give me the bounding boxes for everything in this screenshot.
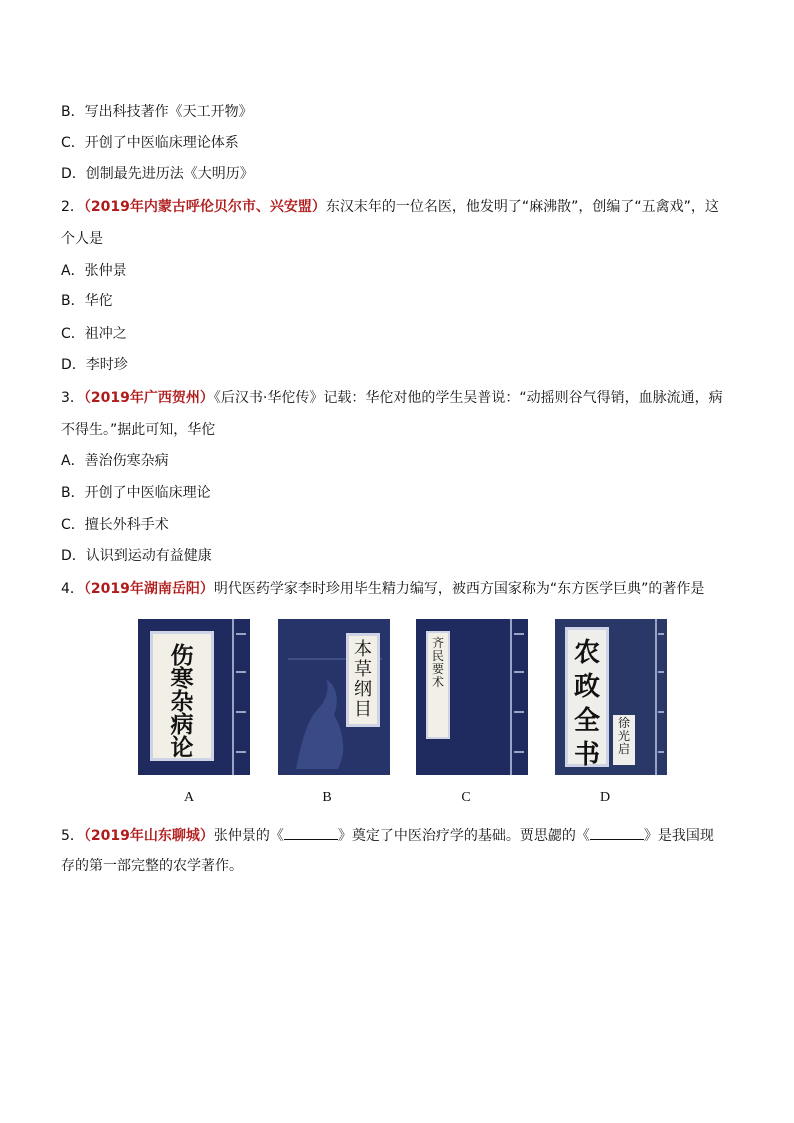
book-author-text-d: 徐光启 bbox=[617, 716, 630, 756]
q1-option-d: D．创制最先进历法《大明历》 bbox=[61, 166, 254, 182]
q1-option-c: C．开创了中医临床理论体系 bbox=[61, 135, 239, 151]
book-caption-d: D bbox=[599, 790, 611, 805]
q2-option-a: A．张仲景 bbox=[61, 263, 127, 279]
q2-stem-line1 bbox=[61, 198, 719, 216]
q3-stem-line1 bbox=[61, 389, 723, 407]
book-title-b bbox=[346, 633, 380, 727]
book-title-c bbox=[426, 631, 450, 739]
q4-stem bbox=[61, 580, 704, 598]
q5-number: 5． bbox=[61, 828, 84, 844]
q2-option-b: B．华佗 bbox=[61, 293, 113, 309]
q2-stem-text: 东汉末年的一位名医，他发明了“麻沸散”，创编了“五禽戏”，这 bbox=[325, 199, 719, 215]
q5-source: （2019年山东聊城） bbox=[83, 828, 214, 844]
q4-source: （2019年湖南岳阳） bbox=[83, 581, 214, 597]
book-cover-d bbox=[555, 619, 667, 775]
q5-text-part2: 》奠定了中医治疗学的基础。贾思勰的《 bbox=[337, 828, 590, 844]
q5-blank-2[interactable] bbox=[590, 827, 644, 840]
q3-option-b: B．开创了中医临床理论 bbox=[61, 485, 211, 501]
book-caption-b: B bbox=[322, 790, 332, 805]
q2-option-d: D．李时珍 bbox=[61, 357, 128, 373]
q5-text-part3: 》是我国现 bbox=[643, 828, 714, 844]
q5-text-part1: 张仲景的《 bbox=[213, 828, 284, 844]
book-title-d bbox=[565, 627, 609, 770]
q3-number: 3． bbox=[61, 390, 84, 406]
book-binding bbox=[232, 619, 250, 775]
book-cover-b bbox=[278, 619, 390, 775]
q5-blank-1[interactable] bbox=[284, 827, 338, 840]
book-binding bbox=[655, 619, 667, 775]
q3-option-c: C．擅长外科手术 bbox=[61, 517, 169, 533]
q2-number: 2． bbox=[61, 199, 84, 215]
q3-stem-line2: 不得生。”据此可知，华佗 bbox=[61, 422, 216, 438]
q3-option-d: D．认识到运动有益健康 bbox=[61, 548, 212, 564]
q5-stem-line1 bbox=[61, 827, 714, 845]
book-title-text-c: 齐民要术 bbox=[431, 636, 444, 689]
book-options bbox=[0, 619, 794, 809]
book-caption-c: C bbox=[461, 790, 471, 805]
q5-stem-line2: 存的第一部完整的农学著作。 bbox=[61, 858, 243, 874]
q1-option-b: B．写出科技著作《天工开物》 bbox=[61, 104, 253, 120]
q3-stem-text: 《后汉书·华佗传》记载：华佗对他的学生吴普说：“动摇则谷气得销，血脉流通，病 bbox=[213, 390, 723, 406]
book-author-d bbox=[613, 715, 635, 765]
book-title-a bbox=[150, 631, 214, 761]
book-title-text-d: 农政全书 bbox=[573, 638, 600, 770]
q3-source: （2019年广西贺州） bbox=[83, 390, 214, 406]
q2-source: （2019年内蒙古呼伦贝尔市、兴安盟） bbox=[83, 199, 326, 215]
q4-number: 4． bbox=[61, 581, 84, 597]
book-binding bbox=[510, 619, 528, 775]
book-title-text-b: 本草纲目 bbox=[354, 639, 372, 720]
q2-stem-line2: 个人是 bbox=[61, 231, 103, 247]
q2-option-c: C．祖冲之 bbox=[61, 326, 127, 342]
book-title-text-a: 伤寒杂病论 bbox=[170, 642, 194, 761]
book-cover-a bbox=[138, 619, 250, 775]
q4-stem-text: 明代医药学家李时珍用毕生精力编写，被西方国家称为“东方医学巨典”的著作是 bbox=[213, 581, 705, 597]
book-caption-a: A bbox=[183, 790, 195, 805]
q3-option-a: A．善治伤寒杂病 bbox=[61, 453, 169, 469]
book-cover-c bbox=[416, 619, 528, 775]
